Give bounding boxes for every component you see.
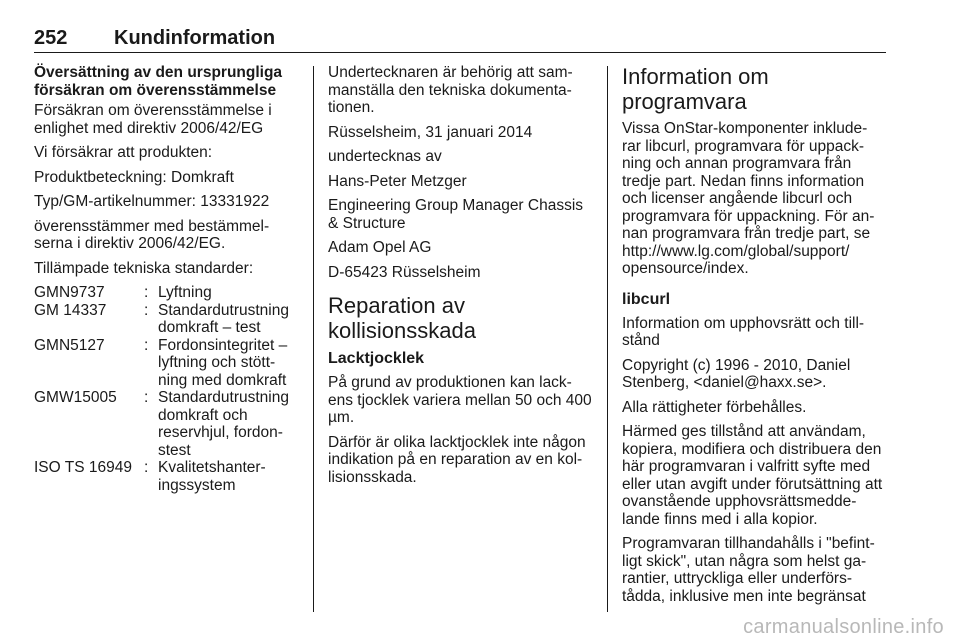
paragraph: D-65423 Rüsselsheim xyxy=(328,263,481,281)
standard-description: Fordonsintegritet – lyftning och stött- ning med domkraft xyxy=(158,336,288,389)
standard-code: GMN9737 xyxy=(34,284,105,301)
table-row xyxy=(34,389,298,459)
standard-separator: : xyxy=(144,301,149,319)
table-row xyxy=(34,337,298,390)
paragraph: Tillämpade tekniska standarder: xyxy=(34,259,254,277)
paragraph: Vissa OnStar-komponenter inklude- rar libcurl, programvara för uppack- ning och annan programvara från tredje part. Nedan finns information och licenser angående libcurl och programvara för uppackning. För an- nan programvara från tredje part, se http://www.lg.com/global/support/ opensource/index. xyxy=(622,120,875,277)
paragraph: Copyright (c) 1996 - 2010, Daniel Stenberg, <daniel@haxx.se>. xyxy=(622,356,851,391)
declaration-subheading: Översättning av den ursprungliga försäkran om överensstämmelse xyxy=(34,64,283,99)
paragraph: Produktbeteckning: Domkraft xyxy=(34,168,234,186)
paragraph: Vi försäkrar att produkten: xyxy=(34,144,213,161)
section-heading-software: Information om programvara xyxy=(622,64,769,114)
paragraph: överensstämmer med bestämmel- serna i direktiv 2006/42/EG. xyxy=(34,217,270,252)
subheading-paint-thickness: Lacktjocklek xyxy=(328,350,425,367)
paragraph: Engineering Group Manager Chassis & Structure xyxy=(328,197,584,232)
paragraph: Undertecknaren är behörig att sam- manställa den tekniska dokumenta- tionen. xyxy=(328,64,573,116)
paragraph: Hans-Peter Metzger xyxy=(328,172,467,190)
standard-description: Standardutrustning domkraft och reservhjul, fordon- stest xyxy=(158,389,289,459)
paragraph: Typ/GM-artikelnummer: 13331922 xyxy=(34,193,270,210)
column-divider-right xyxy=(607,66,608,612)
standards-table xyxy=(34,284,298,494)
table-row xyxy=(34,302,298,337)
standard-separator: : xyxy=(144,284,149,301)
standard-code: GMW15005 xyxy=(34,389,117,406)
paragraph: Adam Opel AG xyxy=(328,239,432,256)
standard-separator: : xyxy=(144,389,149,406)
section-heading-repair: Reparation av kollisionsskada xyxy=(328,293,476,343)
column-right xyxy=(622,64,886,612)
column-middle xyxy=(328,64,596,493)
paragraph: Försäkran om överensstämmelse i enlighet med direktiv 2006/42/EG xyxy=(34,102,272,137)
paragraph: Rüsselsheim, 31 januari 2014 xyxy=(328,123,533,141)
standard-description: Kvalitetshanter- ingssystem xyxy=(158,459,266,494)
standard-code: GM 14337 xyxy=(34,301,107,319)
table-row xyxy=(34,459,298,494)
standard-separator: : xyxy=(144,459,149,476)
page-header xyxy=(34,24,886,53)
paragraph: Härmed ges tillstånd att användam, kopiera, modifiera och distribuera den här programvaran i valfritt syfte med eller utan avgift under förutsättning att ovanstående upphovsrättsmedde- lande finns med i alla kopior. xyxy=(622,423,883,528)
paragraph: På grund av produktionen kan lack- ens tjocklek variera mellan 50 och 400 µm. xyxy=(328,374,592,426)
paragraph: Alla rättigheter förbehålles. xyxy=(622,398,807,416)
table-row xyxy=(34,284,298,302)
page-title: Kundinformation xyxy=(114,27,276,49)
standard-code: ISO TS 16949 xyxy=(34,459,132,476)
paragraph: Därför är olika lacktjocklek inte någon indikation på en reparation av en kol- lisionsskada. xyxy=(328,433,586,486)
standard-code: GMN5127 xyxy=(34,336,105,354)
paragraph: Programvaran tillhandahålls i "befint- ligt skick", utan några som helst ga- rantier, uttryckliga eller underförs- tådda, inklusive men inte begränsat xyxy=(622,535,875,605)
column-divider-left xyxy=(313,66,314,612)
standard-separator: : xyxy=(144,336,149,354)
watermark: carmanualsonline.info xyxy=(743,616,944,638)
page-number: 252 xyxy=(34,27,68,49)
paragraph: Information om upphovsrätt och till- stånd xyxy=(622,314,865,349)
column-left xyxy=(34,64,298,494)
paragraph: undertecknas av xyxy=(328,148,442,165)
standard-description: Lyftning xyxy=(158,284,212,301)
subheading-libcurl: libcurl xyxy=(622,290,671,308)
standard-description: Standardutrustning domkraft – test xyxy=(158,301,289,336)
